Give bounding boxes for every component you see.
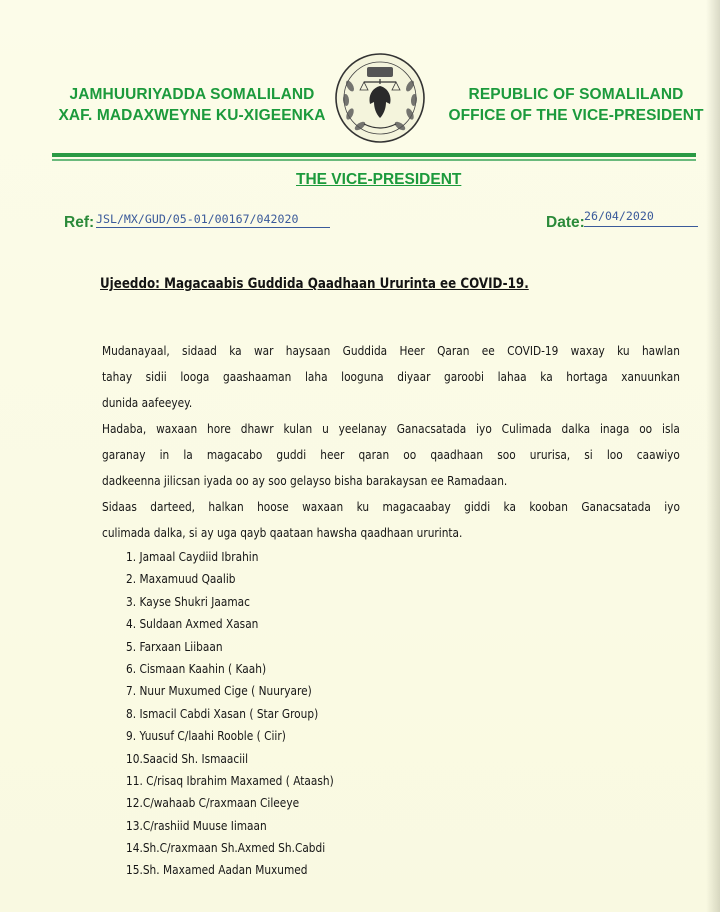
date-label: Date:: [546, 214, 585, 231]
list-item: 5. Farxaan Liibaan: [126, 638, 223, 654]
list-item: 7. Nuur Muxumed Cige ( Nuuryare): [126, 683, 312, 699]
ref-label: Ref:: [64, 214, 95, 231]
paragraph-line: culimada dalka, si ay uga qayb qaataan hawsha qaadhaan ururinta.: [102, 525, 463, 540]
list-item: 1. Jamaal Caydiid Ibrahin: [126, 549, 259, 564]
list-item: 11. C/risaq Ibrahim Maxamed ( Ataash): [126, 772, 334, 788]
header-rule-thin: [52, 159, 696, 161]
members-list: [126, 546, 334, 882]
list-item: 12.C/wahaab C/raxmaan Cileeye: [126, 795, 300, 811]
ref-value: JSL/MX/GUD/05-01/00167/042020: [96, 212, 330, 228]
paragraph-line: Mudanayaal, sidaad ka war haysaan Guddida Heer Qaran ee COVID-19 waxay ku hawlan: [102, 343, 680, 358]
list-item: 9. Yuusuf C/laahi Rooble ( Ciir): [126, 728, 286, 744]
header-rule-thick: [52, 153, 696, 157]
subject-line: Ujeeddo: Magacaabis Guddida Qaadhaan Ururinta ee COVID-19.: [100, 276, 529, 292]
header-english-line2: OFFICE OF THE VICE-PRESIDENT: [448, 107, 704, 124]
header-somali-line2: XAF. MADAXWEYNE KU-XIGEENKA: [58, 107, 326, 124]
header-somali: [58, 84, 326, 126]
coat-of-arms-seal-icon: [334, 52, 426, 144]
list-item: 8. Ismacil Cabdi Xasan ( Star Group): [126, 705, 319, 721]
list-item: 13.C/rashiid Muuse Iimaan: [126, 817, 267, 833]
list-item: 2. Maxamuud Qaalib: [126, 571, 236, 587]
list-item: 6. Cismaan Kaahin ( Kaah): [126, 660, 267, 676]
list-item: 15.Sh. Maxamed Aadan Muxumed: [126, 862, 308, 878]
list-item: 3. Kayse Shukri Jaamac: [126, 593, 250, 609]
date-value: 26/04/2020: [584, 209, 698, 227]
paragraph-line: dunida aafeeyey.: [102, 395, 193, 410]
paragraph-1: [102, 338, 680, 416]
paragraph-line: tahay sidii looga gaashaaman laha looguna diyaar garoobi lahaa ka hortaga xanuunkan: [102, 369, 680, 384]
paragraph-line: garanay in la magacabo guddi heer qaran oo qaadhaan soo ururisa, si loo caawiyo: [102, 447, 680, 462]
paragraph-line: dadkeenna jilicsan iyada oo ay soo gelayso bisha barakaysan ee Ramadaan.: [102, 473, 508, 488]
list-item: 14.Sh.C/raxmaan Sh.Axmed Sh.Cabdi: [126, 840, 326, 856]
header-somali-line1: JAMHUURIYADDA SOMALILAND: [69, 86, 315, 103]
page-edge-shadow: [706, 0, 720, 912]
office-title: THE VICE-PRESIDENT: [296, 171, 462, 188]
list-item: 10.Saacid Sh. Ismaaciil: [126, 750, 249, 766]
list-item: 4. Suldaan Axmed Xasan: [126, 616, 259, 632]
header-english-line1: REPUBLIC OF SOMALILAND: [468, 86, 684, 103]
paragraph-3: [102, 494, 680, 546]
paragraph-2: [102, 416, 680, 494]
header-english: [440, 84, 712, 126]
paragraph-line: Hadaba, waxaan hore dhawr kulan u yeelanay Ganacsatada iyo Culimada dalka inaga oo isla: [102, 421, 680, 436]
paragraph-line: Sidaas darteed, halkan hoose waxaan ku magacaabay giddi ka kooban Ganacsatada iyo: [102, 499, 680, 514]
